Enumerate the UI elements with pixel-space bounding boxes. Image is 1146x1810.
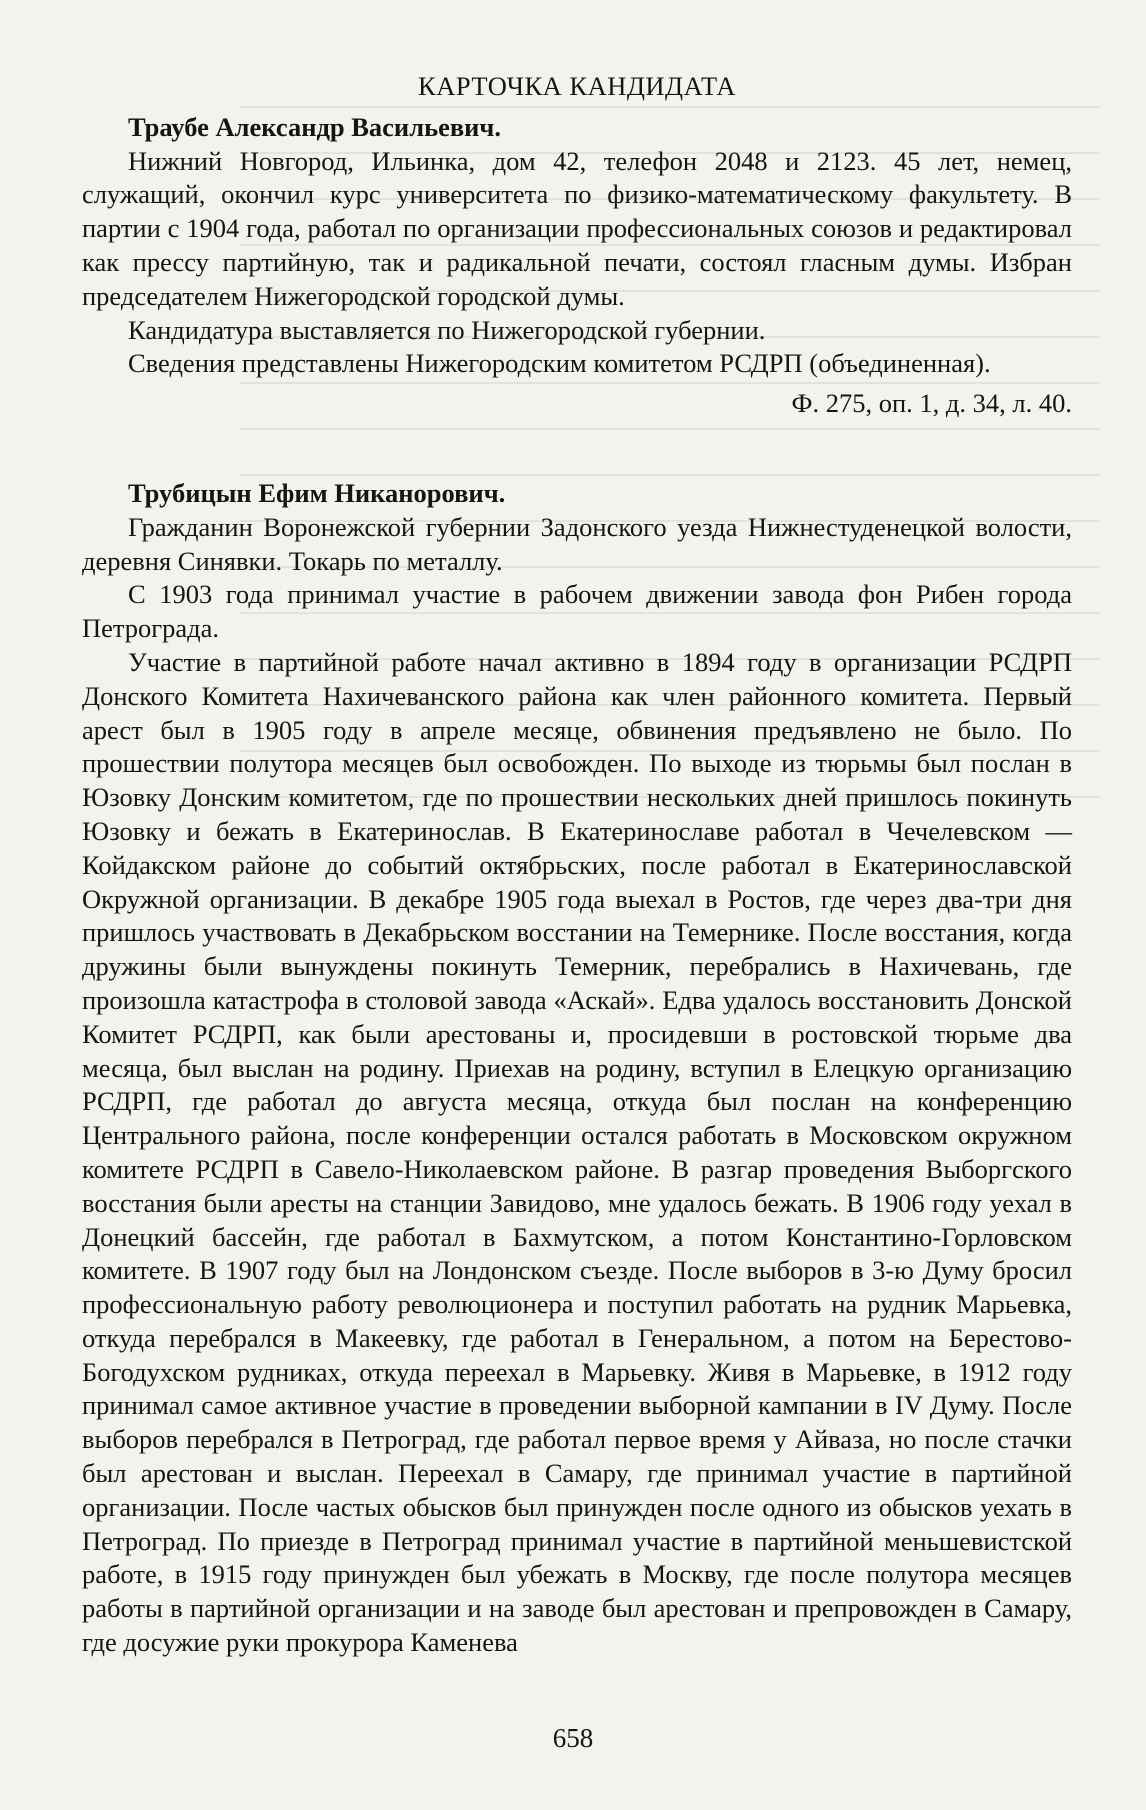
- page-number: 658: [552, 1723, 594, 1753]
- paragraph: Нижний Новгород, Ильинка, дом 42, телефон 2048 и 2123. 45 лет, немец, служащий, окончил курс университета по физико-математическому факультету. В партии с 1904 года, работал по организации профессиональных союзов и редактировал как прессу партийную, так и радикальной печати, состоял гласным думы. Избран председателем Нижегородской городской думы.: [82, 145, 1072, 311]
- document-body: [82, 70, 1072, 1660]
- paragraph: С 1903 года принимал участие в рабочем движении завода фон Рибен города Петрограда.: [82, 579, 1072, 644]
- candidate-name: Трубицын Ефим Никанорович.: [128, 477, 506, 508]
- section-gap: [82, 421, 1072, 477]
- paragraph: Сведения представлены Нижегородским комитетом РСДРП (объединенная).: [128, 348, 991, 379]
- candidate-name: Траубе Александр Васильевич.: [128, 111, 501, 142]
- paragraph: Участие в партийной работе начал активно в 1894 году в организации РСДРП Донского Комитета Нахичеванского района как член районного комитета. Первый арест был в 1905 году в апреле месяце, обвинения предъявлено не было. По прошествии полутора месяцев был освобожден. По выходе из тюрьмы был послан в Юзовку Донским комитетом, где по прошествии нескольких дней пришлось покинуть Юзовку и бежать в Екатеринослав. В Екатеринославе работал в Чечелевском — Койдакском районе до событий октябрьских, после работал в Екатеринославской Окружной организации. В декабре 1905 года выехал в Ростов, где через два-три дня пришлось участвовать в Декабрьском восстании на Темернике. После восстания, когда дружины были вынуждены покинуть Темерник, перебрались в Нахичевань, где произошла катастрофа в столовой завода «Аскай». Едва удалось восстановить Донской Комитет РСДРП, как были арестованы и, просидевши в ростовской тюрьме два месяца, был выслан на родину. Приехав на родину, вступил в Елецкую организацию РСДРП, где работал до августа месяца, откуда был послан на конференцию Центрального района, после конференции остался работать в Московском окружном комитете РСДРП в Савело-Николаевском районе. В разгар проведения Выборгского восстания были аресты на станции Завидово, мне удалось бежать. В 1906 году уехал в Донецкий бассейн, где работал в Бахмутском, а потом Константино-Горловском комитете. В 1907 году был на Лондонском съезде. После выборов в 3-ю Думу бросил профессиональную работу революционера и поступил работать на рудник Марьевка, откуда перебрался в Макеевку, где работал в Генеральном, а потом на Берестово-Богодухском рудниках, откуда переехал в Марьевку. Живя в Марьевке, в 1912 году принимал самое активное участие в проведении выборной кампании в IV Думу. После выборов перебрался в Петроград, где работал первое время у Айваза, но после стачки был арестован и выслан. Переехал в Самару, где принимал участие в партийной организации. После частых обысков был принужден после одного из обысков уехать в Петроград. По приезде в Петроград принимал участие в партийной меньшевистской работе, в 1915 году принужден был убежать в Москву, где после полутора месяцев работы в партийной организации и на заводе был арестован и препровожден в Самару, где досужие руки прокурора Каменева: [82, 646, 1072, 1658]
- paragraph: Кандидатура выставляется по Нижегородской губернии.: [128, 314, 766, 345]
- archive-reference: Ф. 275, оп. 1, д. 34, л. 40.: [791, 388, 1072, 419]
- page-title: КАРТОЧКА КАНДИДАТА: [418, 71, 736, 101]
- paragraph: Гражданин Воронежской губернии Задонского уезда Нижнестуденецкой волости, деревня Синявки. Токарь по металлу.: [82, 511, 1072, 576]
